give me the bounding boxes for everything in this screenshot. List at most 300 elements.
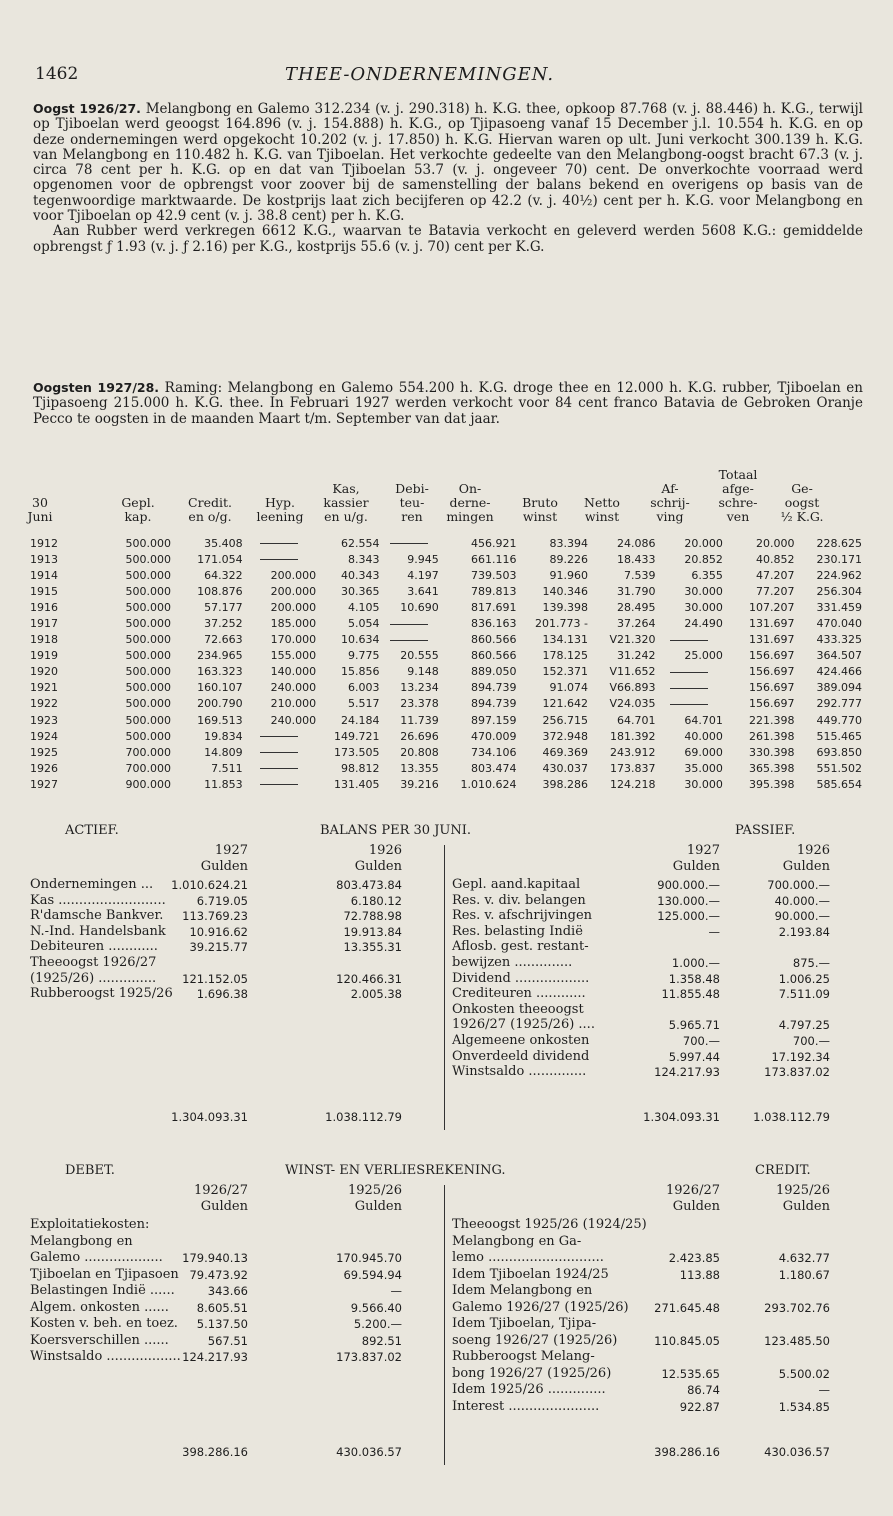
value-cell: 13.234 bbox=[400, 681, 439, 695]
value-cell: 7.511 bbox=[211, 761, 243, 775]
value-cell: 200.000 bbox=[270, 600, 317, 614]
table-row bbox=[30, 776, 862, 792]
line-item-value: 90.000.— bbox=[774, 909, 830, 924]
value-cell: 201.773 - bbox=[535, 617, 589, 631]
balance-title: BALANS PER 30 JUNI. bbox=[320, 823, 472, 838]
line-item-value: 11.855.48 bbox=[661, 987, 720, 1002]
column-header: Kas, bbox=[332, 481, 360, 496]
line-item-value: 6.180.12 bbox=[350, 893, 402, 908]
line-item-value: 79.473.92 bbox=[189, 1267, 248, 1282]
value-cell: 500.000 bbox=[125, 568, 172, 582]
line-item-value: 17.192.34 bbox=[771, 1049, 830, 1064]
value-cell bbox=[655, 680, 722, 696]
line-item-value: 6.719.05 bbox=[196, 893, 248, 908]
value-cell: 40.343 bbox=[341, 568, 380, 582]
line-item-value: 2.193.84 bbox=[778, 924, 830, 939]
page-number: 1462 bbox=[35, 64, 79, 84]
value-cell: 9.148 bbox=[407, 665, 439, 679]
year-cell: 1914 bbox=[30, 568, 58, 582]
line-item-value: 121.152.05 bbox=[182, 971, 248, 986]
line-item-label: Winstsaldo .................. bbox=[30, 1349, 181, 1364]
page-header bbox=[35, 64, 863, 88]
line-item-value: 125.000.— bbox=[657, 909, 720, 924]
value-cell: 585.654 bbox=[816, 777, 862, 791]
value-cell: 456.921 bbox=[470, 536, 517, 550]
paragraph: Melangbong en Galemo 312.234 (v. j. 290.318) h. K.G. thee, opkoop 87.768 (v. j. 88.446) h. K.G., terwijl op Tjiboelan werd geoogst 164.896 (v. j. 154.888) h. K.G., op Tjipasoeng vanaf 15 December j.l. 10.554 h. K.G. en op deze ondernemingen werd opgekocht 10.202 (v. j. 17.850) h. K.G. Hiervan waren op ult. Juni verkocht 300.139 h. K.G. van Melangbong en 110.482 h. K.G. van Tjiboelan. Het verkochte gedeelte van den Melangbong-oogst bracht 67.3 (v. j. circa 78 cent per h. K.G. op en dat van Tjiboelan 53.7 (v. j. ongeveer 70) cent. De onverkochte voorraad werd opgenomen voor de opbrengst voor zoover bij de samenstelling der balans bekend en overigens op basis van de tegenwoordige marktwaarde. De kostprijs laat zich becijferen op 42.2 (v. j. 40½) cent per h. K.G. voor Melangbong en voor Tjiboelan op 42.9 cent (v. j. 38.8 cent) per h. K.G. bbox=[33, 101, 863, 225]
line-item-value: 110.845.05 bbox=[654, 1333, 720, 1348]
empty-dash bbox=[260, 543, 298, 544]
year-cell: 1915 bbox=[30, 584, 58, 598]
line-item-label: Gepl. aand.kapitaal bbox=[452, 877, 581, 892]
value-cell: 389.094 bbox=[816, 681, 862, 695]
column-header: winst bbox=[522, 509, 558, 524]
line-item-label: Galemo ................... bbox=[30, 1250, 163, 1265]
value-cell: 8.343 bbox=[348, 552, 380, 566]
paragraph: Aan Rubber werd verkregen 6612 K.G., waarvan te Batavia verkocht en geleverd werden 5608 K.G.: gemiddelde opbrengst ƒ 1.93 (v. j. ƒ 2.16) per K.G., kostprijs 55.6 (v. j. 70) cent per K.G. bbox=[33, 223, 863, 255]
year-cell: 1926 bbox=[30, 761, 58, 775]
value-cell bbox=[243, 776, 317, 792]
value-cell: 14.809 bbox=[204, 745, 243, 759]
value-cell bbox=[655, 632, 722, 648]
value-cell: 28.495 bbox=[616, 600, 656, 614]
line-item-value: 123.485.50 bbox=[764, 1333, 830, 1348]
value-cell bbox=[243, 535, 317, 551]
line-item-value: — bbox=[390, 1284, 402, 1298]
value-cell: 221.398 bbox=[748, 713, 795, 727]
value-cell: 83.394 bbox=[549, 536, 589, 550]
line-item-label: Theeoogst 1925/26 (1924/25) bbox=[452, 1217, 647, 1232]
column-header: leening bbox=[256, 509, 304, 524]
table-row bbox=[30, 615, 862, 631]
table-row bbox=[30, 728, 862, 744]
column-header: Gepl. bbox=[121, 495, 155, 510]
line-item-label: Res. belasting Indië bbox=[452, 923, 583, 939]
value-cell: 7.539 bbox=[623, 568, 656, 582]
credit-caption: CREDIT. bbox=[755, 1163, 811, 1178]
table-row bbox=[30, 760, 862, 776]
value-cell: 256.304 bbox=[816, 584, 862, 598]
total-value: 1.304.093.31 bbox=[643, 1109, 720, 1124]
value-cell: 894.739 bbox=[470, 697, 517, 711]
pl-title: WINST- EN VERLIESREKENING. bbox=[285, 1163, 506, 1178]
column-header: Ge- bbox=[791, 481, 813, 496]
line-item-value: 170.945.70 bbox=[336, 1251, 402, 1265]
value-cell: 693.850 bbox=[816, 745, 862, 759]
debet-caption: DEBET. bbox=[65, 1163, 115, 1178]
value-cell: 11.739 bbox=[400, 713, 439, 727]
line-item-label: Ondernemingen ... bbox=[30, 877, 154, 892]
value-cell: 156.697 bbox=[748, 697, 795, 711]
column-header: ½ K.G. bbox=[780, 509, 824, 524]
year-cell: 1917 bbox=[30, 617, 58, 631]
line-item-value: 124.217.93 bbox=[654, 1065, 720, 1080]
value-cell: 72.663 bbox=[204, 633, 243, 647]
value-cell: 20.808 bbox=[400, 745, 439, 759]
line-item-value: 875.— bbox=[792, 956, 830, 970]
value-cell: 20.852 bbox=[684, 552, 723, 566]
value-cell: 178.125 bbox=[542, 649, 589, 663]
column-header: Juni bbox=[27, 509, 53, 524]
column-header: Bruto bbox=[522, 495, 558, 510]
value-cell: 20.000 bbox=[684, 536, 723, 550]
value-cell: 77.207 bbox=[755, 584, 795, 598]
year-header: 1926/27 bbox=[193, 1183, 248, 1198]
value-cell: 210.000 bbox=[270, 697, 317, 711]
line-item-value: 1.696.38 bbox=[196, 987, 248, 1002]
empty-dash bbox=[260, 559, 298, 560]
value-cell: 364.507 bbox=[816, 649, 862, 663]
line-item-value: 1.358.48 bbox=[668, 971, 720, 986]
value-cell: 64.322 bbox=[204, 568, 243, 582]
line-item-value: 2.423.85 bbox=[668, 1251, 720, 1265]
line-item-value: 5.500.02 bbox=[778, 1366, 830, 1381]
line-item-value: 892.51 bbox=[361, 1333, 402, 1348]
line-item-label: Dividend .................. bbox=[452, 970, 590, 986]
value-cell: 124.218 bbox=[609, 777, 656, 791]
value-cell: 25.000 bbox=[684, 649, 723, 663]
column-header: schre- bbox=[718, 495, 758, 510]
year-cell: 1920 bbox=[30, 665, 58, 679]
value-cell: 57.177 bbox=[204, 600, 243, 614]
line-item-value: 69.594.94 bbox=[343, 1267, 402, 1282]
value-cell: 500.000 bbox=[125, 649, 172, 663]
value-cell: 64.701 bbox=[684, 713, 723, 727]
column-header: afge- bbox=[722, 481, 754, 496]
year-cell: 1918 bbox=[30, 633, 58, 647]
line-item-value: 900.000.— bbox=[657, 878, 720, 892]
value-cell: 98.812 bbox=[341, 761, 380, 775]
value-cell: 30.365 bbox=[341, 584, 380, 598]
year-header: 1926 bbox=[368, 843, 402, 858]
value-cell: 40.000 bbox=[684, 729, 723, 743]
value-cell: 156.697 bbox=[748, 665, 795, 679]
value-cell: 19.834 bbox=[204, 729, 243, 743]
line-item-label: bong 1926/27 (1925/26) bbox=[452, 1365, 612, 1381]
line-item-label: Res. v. afschrijvingen bbox=[452, 908, 593, 924]
line-item-value: 700.— bbox=[792, 1034, 830, 1048]
line-item-value: 8.605.51 bbox=[196, 1300, 248, 1315]
value-cell: 9.945 bbox=[407, 552, 439, 566]
value-cell: 230.171 bbox=[816, 552, 862, 566]
line-item-value: 700.000.— bbox=[767, 878, 830, 892]
value-cell: 155.000 bbox=[270, 649, 317, 663]
line-item-label: lemo ............................ bbox=[452, 1250, 604, 1265]
value-cell: 6.003 bbox=[348, 681, 380, 695]
table-row bbox=[30, 696, 862, 712]
column-header: kassier bbox=[323, 495, 369, 510]
value-cell: 15.856 bbox=[341, 665, 380, 679]
value-cell: 897.159 bbox=[470, 713, 517, 727]
value-cell: 500.000 bbox=[125, 697, 172, 711]
value-cell bbox=[243, 760, 317, 776]
line-item-value: 173.837.02 bbox=[336, 1350, 402, 1364]
line-item-label: Onverdeeld dividend bbox=[452, 1048, 590, 1064]
value-cell: 395.398 bbox=[748, 777, 795, 791]
statistics-body bbox=[30, 535, 862, 793]
value-cell: 330.398 bbox=[748, 745, 795, 759]
value-cell: 372.948 bbox=[542, 729, 589, 743]
value-cell: 37.252 bbox=[204, 617, 243, 631]
line-item-label: Debiteuren ............ bbox=[30, 939, 158, 955]
value-cell: 47.207 bbox=[755, 568, 795, 582]
value-cell: 91.960 bbox=[549, 568, 589, 582]
value-cell: 9.775 bbox=[348, 649, 380, 663]
value-cell: 292.777 bbox=[816, 697, 862, 711]
year-header: Gulden bbox=[672, 1199, 720, 1214]
value-cell: 173.505 bbox=[334, 745, 380, 759]
line-item-value: 130.000.— bbox=[657, 893, 720, 908]
year-header: 1925/26 bbox=[775, 1183, 830, 1198]
year-header: 1926 bbox=[796, 843, 830, 858]
value-cell: 20.000 bbox=[755, 536, 795, 550]
year-cell: 1921 bbox=[30, 681, 58, 695]
value-cell: 173.837 bbox=[609, 761, 656, 775]
value-cell: 13.355 bbox=[400, 761, 439, 775]
value-cell: 5.054 bbox=[348, 617, 380, 631]
balance-sheet bbox=[30, 823, 862, 1143]
year-cell: 1923 bbox=[30, 713, 58, 727]
value-cell: 6.355 bbox=[691, 568, 723, 582]
value-cell: 261.398 bbox=[748, 729, 795, 743]
line-item-label: Kas .......................... bbox=[30, 892, 166, 908]
value-cell: V21.320 bbox=[609, 633, 656, 647]
value-cell bbox=[655, 664, 722, 680]
value-cell bbox=[243, 744, 317, 760]
year-header: Gulden bbox=[354, 1199, 402, 1214]
column-header: teu- bbox=[399, 495, 425, 510]
value-cell: 156.697 bbox=[748, 681, 795, 695]
line-item-value: 113.769.23 bbox=[182, 909, 248, 924]
value-cell: 11.853 bbox=[204, 777, 243, 791]
line-item-label: Idem 1925/26 .............. bbox=[452, 1382, 606, 1397]
value-cell: 500.000 bbox=[125, 552, 172, 566]
value-cell: 331.459 bbox=[816, 600, 862, 614]
empty-dash bbox=[390, 624, 428, 625]
value-cell: 91.074 bbox=[549, 681, 589, 695]
column-header: Credit. bbox=[188, 495, 232, 510]
column-divider bbox=[444, 1185, 445, 1465]
value-cell: 398.286 bbox=[542, 777, 589, 791]
year-cell: 1919 bbox=[30, 649, 58, 663]
value-cell: 134.131 bbox=[542, 633, 589, 647]
value-cell bbox=[655, 696, 722, 712]
value-cell: 35.408 bbox=[204, 536, 243, 550]
value-cell: 24.086 bbox=[616, 536, 656, 550]
line-item-value: 124.217.93 bbox=[182, 1350, 248, 1364]
line-item-value: 9.566.40 bbox=[350, 1300, 402, 1315]
profit-loss-account bbox=[30, 1163, 862, 1483]
line-item-value: 13.355.31 bbox=[343, 940, 402, 955]
line-item-value: 271.645.48 bbox=[654, 1300, 720, 1315]
column-header: On- bbox=[458, 481, 482, 496]
total-value: 398.286.16 bbox=[654, 1445, 720, 1459]
value-cell: 900.000 bbox=[125, 777, 172, 791]
value-cell: 200.790 bbox=[197, 697, 243, 711]
line-item-value: 86.74 bbox=[687, 1383, 720, 1397]
value-cell: 24.490 bbox=[684, 617, 723, 631]
table-row bbox=[30, 648, 862, 664]
line-item-label: bewijzen .............. bbox=[452, 955, 573, 970]
empty-dash bbox=[670, 704, 708, 705]
value-cell: 500.000 bbox=[125, 665, 172, 679]
value-cell bbox=[380, 535, 439, 551]
column-header: schrij- bbox=[650, 495, 690, 510]
value-cell: 469.369 bbox=[542, 745, 589, 759]
line-item-value: 72.788.98 bbox=[343, 909, 402, 924]
value-cell: 131.697 bbox=[748, 617, 795, 631]
passief-caption: PASSIEF. bbox=[735, 823, 796, 838]
total-value: 430.036.57 bbox=[764, 1445, 830, 1459]
line-item-label: Tjiboelan en Tjipasoen bbox=[30, 1266, 179, 1282]
value-cell: 62.554 bbox=[341, 536, 380, 550]
value-cell: 234.965 bbox=[197, 649, 243, 663]
table-row bbox=[30, 712, 862, 728]
value-cell: 500.000 bbox=[125, 633, 172, 647]
line-item-label: Melangbong en Ga- bbox=[452, 1233, 582, 1249]
value-cell: 889.050 bbox=[470, 665, 517, 679]
value-cell: 131.697 bbox=[748, 633, 795, 647]
value-cell: 470.040 bbox=[816, 617, 862, 631]
line-item-value: 567.51 bbox=[207, 1333, 248, 1348]
line-item-value: 5.200.— bbox=[353, 1317, 402, 1331]
value-cell bbox=[243, 551, 317, 567]
column-header: en u/g. bbox=[324, 509, 368, 524]
column-header: derne- bbox=[449, 495, 491, 510]
run-in-heading: Oogsten 1927/28. bbox=[33, 380, 160, 395]
value-cell: V11.652 bbox=[609, 665, 656, 679]
value-cell: 500.000 bbox=[125, 536, 172, 550]
line-item-value: — bbox=[708, 924, 720, 939]
line-item-label: (1925/26) .............. bbox=[30, 970, 157, 986]
year-cell: 1922 bbox=[30, 697, 58, 711]
value-cell: 39.216 bbox=[400, 777, 439, 791]
value-cell: 470.009 bbox=[470, 729, 517, 743]
value-cell: 108.876 bbox=[197, 584, 243, 598]
value-cell: 860.566 bbox=[470, 633, 517, 647]
value-cell: 200.000 bbox=[270, 568, 317, 582]
empty-dash bbox=[390, 640, 428, 641]
value-cell: 515.465 bbox=[816, 729, 862, 743]
value-cell: 500.000 bbox=[125, 617, 172, 631]
value-cell: 30.000 bbox=[684, 600, 723, 614]
harvest-text-1927 bbox=[33, 380, 863, 427]
line-item-label: Idem Tjiboelan 1924/25 bbox=[452, 1266, 609, 1282]
value-cell: 200.000 bbox=[270, 584, 317, 598]
column-divider bbox=[444, 845, 445, 1130]
column-header: Netto bbox=[584, 495, 620, 510]
value-cell: 500.000 bbox=[125, 681, 172, 695]
value-cell: 163.323 bbox=[197, 665, 243, 679]
value-cell: 35.000 bbox=[684, 761, 723, 775]
year-cell: 1927 bbox=[30, 777, 58, 791]
value-cell: 20.555 bbox=[400, 649, 439, 663]
line-item-value: 922.87 bbox=[679, 1399, 720, 1414]
line-item-value: 700.— bbox=[682, 1034, 720, 1048]
year-cell: 1916 bbox=[30, 600, 58, 614]
table-row bbox=[30, 583, 862, 599]
line-item-label: Onkosten theeoogst bbox=[452, 1001, 584, 1017]
line-item-value: 120.466.31 bbox=[336, 971, 402, 986]
value-cell: 700.000 bbox=[125, 761, 172, 775]
line-item-label: Melangbong en bbox=[30, 1233, 133, 1249]
line-item-label: Galemo 1926/27 (1925/26) bbox=[452, 1299, 629, 1315]
value-cell: 139.398 bbox=[542, 600, 589, 614]
value-cell: 500.000 bbox=[125, 713, 172, 727]
line-item-value: 19.913.84 bbox=[343, 924, 402, 939]
line-item-value: 2.005.38 bbox=[350, 987, 402, 1002]
empty-dash bbox=[670, 688, 708, 689]
line-item-label: 1926/27 (1925/26) .... bbox=[452, 1017, 595, 1033]
line-item-value: 5.965.71 bbox=[668, 1018, 720, 1033]
table-row bbox=[30, 664, 862, 680]
empty-dash bbox=[260, 736, 298, 737]
empty-dash bbox=[260, 784, 298, 785]
value-cell: 433.325 bbox=[816, 633, 862, 647]
line-item-label: Crediteuren ............ bbox=[452, 986, 586, 1002]
line-item-value: 12.535.65 bbox=[661, 1366, 720, 1381]
value-cell: 10.690 bbox=[400, 600, 439, 614]
value-cell: 10.634 bbox=[341, 633, 380, 647]
column-header: ven bbox=[726, 509, 750, 524]
empty-dash bbox=[260, 752, 298, 753]
value-cell bbox=[380, 615, 439, 631]
line-item-label: Aflosb. gest. restant- bbox=[452, 939, 589, 955]
line-item-label: Algemeene onkosten bbox=[452, 1033, 590, 1048]
value-cell: 500.000 bbox=[125, 600, 172, 614]
line-item-value: 40.000.— bbox=[774, 893, 830, 908]
line-item-label: N.-Ind. Handelsbank bbox=[30, 923, 166, 939]
line-item-value: — bbox=[818, 1383, 830, 1397]
line-item-value: 1.000.— bbox=[671, 956, 720, 970]
year-header: Gulden bbox=[354, 859, 402, 874]
year-header: 1926/27 bbox=[665, 1183, 720, 1198]
value-cell: 500.000 bbox=[125, 584, 172, 598]
value-cell bbox=[380, 632, 439, 648]
line-item-label: Exploitatiekosten: bbox=[30, 1217, 150, 1232]
line-item-label: Koersverschillen ...... bbox=[30, 1332, 169, 1348]
value-cell: 224.962 bbox=[816, 568, 862, 582]
value-cell: 500.000 bbox=[125, 729, 172, 743]
value-cell: 181.392 bbox=[609, 729, 656, 743]
line-item-value: 10.916.62 bbox=[189, 924, 248, 939]
total-value: 1.304.093.31 bbox=[171, 1109, 248, 1124]
line-item-value: 5.997.44 bbox=[668, 1049, 720, 1064]
total-value: 1.038.112.79 bbox=[325, 1109, 402, 1124]
value-cell: 365.398 bbox=[748, 761, 795, 775]
line-item-value: 173.837.02 bbox=[764, 1065, 830, 1080]
value-cell: 5.517 bbox=[348, 697, 380, 711]
column-header: oogst bbox=[784, 495, 820, 510]
line-item-label: Interest ...................... bbox=[452, 1398, 600, 1414]
total-value: 398.286.16 bbox=[182, 1445, 248, 1459]
value-cell: 449.770 bbox=[816, 713, 862, 727]
value-cell: 817.691 bbox=[470, 600, 517, 614]
value-cell: 3.641 bbox=[407, 584, 439, 598]
column-header: en o/g. bbox=[188, 509, 232, 524]
value-cell: V24.035 bbox=[609, 697, 656, 711]
value-cell: 789.813 bbox=[470, 584, 517, 598]
table-row bbox=[30, 599, 862, 615]
value-cell: 89.226 bbox=[549, 552, 589, 566]
table-row bbox=[30, 551, 862, 567]
value-cell: 26.696 bbox=[400, 729, 439, 743]
paragraph: Raming: Melangbong en Galemo 554.200 h. K.G. droge thee en 12.000 h. K.G. rubber, Tjiboelan en Tjipasoeng 215.000 h. K.G. thee. In Februari 1927 werden verkocht voor 84 cent franco Batavia de Gebroken Oranje Pecco te oogsten in de maanden Maart t/m. September van dat jaar. bbox=[33, 380, 863, 427]
line-item-value: 1.006.25 bbox=[778, 971, 830, 986]
line-item-value: 803.473.84 bbox=[336, 878, 402, 892]
column-header: 30 bbox=[32, 495, 48, 510]
value-cell: 4.197 bbox=[407, 568, 439, 582]
value-cell: 152.371 bbox=[542, 665, 589, 679]
